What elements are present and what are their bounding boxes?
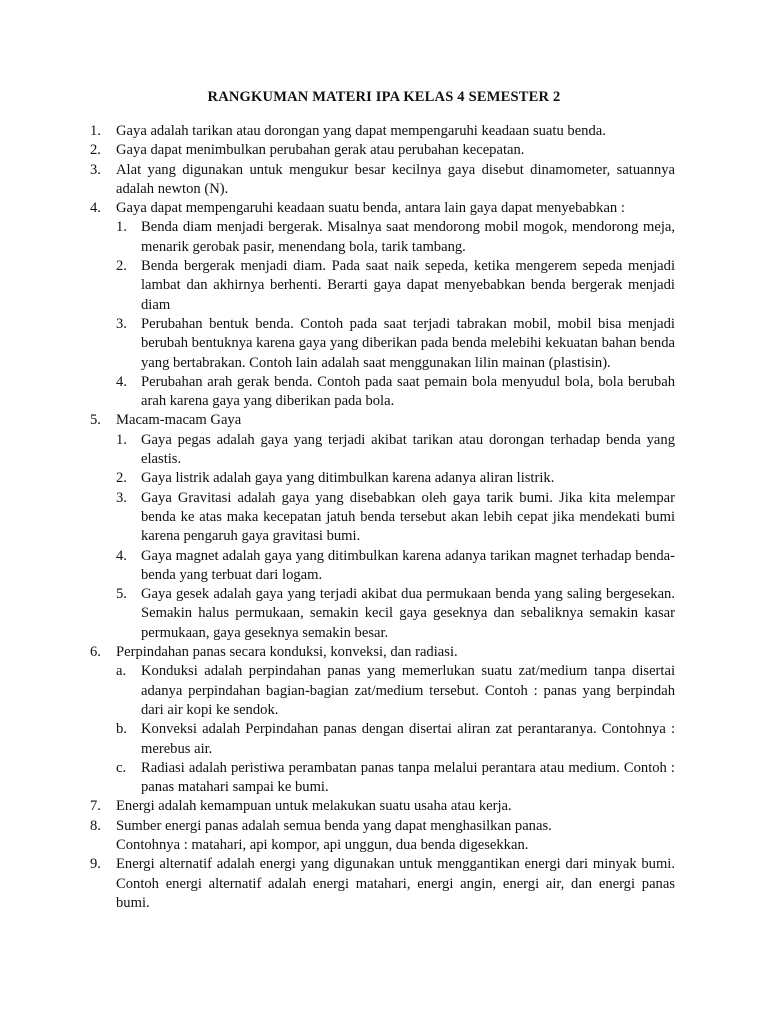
sub-item-number: 1. — [116, 431, 127, 448]
sub-item-number: 5. — [116, 586, 127, 603]
sub-item-4-2 — [116, 257, 675, 315]
summary-list — [90, 122, 675, 913]
list-item-5 — [90, 411, 675, 643]
list-item-9 — [90, 855, 675, 913]
item-number: 8. — [90, 817, 101, 834]
sub-item-6-c — [116, 759, 675, 798]
sub-item-number: c. — [116, 759, 127, 776]
item-text: Gaya dapat mempengaruhi keadaan suatu benda, antara lain gaya dapat menyebabkan : — [116, 200, 625, 217]
item-text: Gaya adalah tarikan atau dorongan yang dapat mempengaruhi keadaan suatu benda. — [116, 123, 606, 139]
sub-item-5-4 — [116, 547, 675, 586]
sub-item-text: Perubahan arah gerak benda. Contoh pada saat pemain bola menyudul bola, bola berubah arah karena gaya yang diberikan pada bola. — [141, 373, 675, 410]
sub-item-text: Benda diam menjadi bergerak. Misalnya saat mendorong mobil mogok, mendorong meja, menarik gerobak pasir, menendang bola, tarik tambang. — [141, 219, 675, 255]
sub-item-5-5 — [116, 585, 675, 643]
document-title: RANGKUMAN MATERI IPA KELAS 4 SEMESTER 2 — [207, 89, 561, 105]
item-number: 3. — [90, 161, 101, 178]
sub-item-number: 2. — [116, 258, 127, 275]
item-text: Macam-macam Gaya — [116, 412, 242, 429]
item-number: 7. — [90, 798, 101, 815]
sub-item-4-3 — [116, 315, 675, 373]
item-text: Energi alternatif adalah energi yang digunakan untuk menggantikan energi dari minyak bumi. Contoh energi alternatif adalah energi matahari, energi angin, energi air, dan energi panas bumi. — [116, 856, 675, 911]
list-item-4 — [90, 199, 675, 411]
sub-item-number: b. — [116, 721, 127, 738]
item-text: Gaya dapat menimbulkan perubahan gerak atau perubahan kecepatan. — [116, 142, 525, 159]
list-item-3 — [90, 161, 675, 200]
sub-item-text: Perubahan bentuk benda. Contoh pada saat terjadi tabrakan mobil, mobil bisa menjadi berubah bentuknya karena gaya yang diberikan pada benda melebihi kekuatan bahan benda yang bertabrakan. Contoh lain adalah saat menggunakan lilin mainan (plastisin). — [141, 315, 675, 371]
list-item-2 — [90, 141, 675, 160]
sub-item-text: Gaya pegas adalah gaya yang terjadi akibat tarikan atau dorongan terhadap benda yang elastis. — [141, 431, 675, 468]
sub-item-number: 2. — [116, 470, 127, 487]
sub-item-text: Konveksi adalah Perpindahan panas dengan disertai aliran zat perantaranya. Contohnya : merebus air. — [141, 721, 675, 757]
item-number: 9. — [90, 856, 101, 873]
list-item-1 — [90, 122, 675, 141]
sub-item-number: 4. — [116, 373, 127, 390]
sub-item-text: Gaya listrik adalah gaya yang ditimbulkan karena adanya aliran listrik. — [141, 470, 555, 487]
sub-item-number: 3. — [116, 315, 127, 332]
sub-item-number: a. — [116, 663, 127, 680]
sub-item-number: 3. — [116, 489, 127, 506]
sub-item-5-1 — [116, 431, 675, 470]
list-item-8 — [90, 817, 675, 856]
sub-item-text: Gaya Gravitasi adalah gaya yang disebabkan oleh gaya tarik bumi. Jika kita melempar benda ke atas maka kecepatan jatuh benda tersebut akan lebih cepat jika mendekati bumi karena pengaruh gaya gravitasi bumi. — [141, 489, 675, 545]
item-number: 5. — [90, 412, 101, 429]
sub-item-4-1 — [116, 218, 675, 257]
sub-item-6-b — [116, 720, 675, 759]
sub-item-5-2 — [116, 469, 675, 488]
sub-item-6-a — [116, 662, 675, 720]
list-item-7 — [90, 797, 675, 816]
sub-item-text: Gaya gesek adalah gaya yang terjadi akibat dua permukaan benda yang saling bergesekan. Semakin halus permukaan, semakin kecil gaya geseknya dan sebaliknya semakin kasar permukaan, gaya geseknya semakin besar. — [141, 586, 675, 641]
item-number: 4. — [90, 200, 101, 217]
sub-item-text: Benda bergerak menjadi diam. Pada saat naik sepeda, ketika mengerem sepeda menjadi lambat dan akhirnya berhenti. Berarti gaya dapat menyebabkan benda bergerak menjadi diam — [141, 258, 675, 313]
item-number: 6. — [90, 644, 101, 661]
item-number: 1. — [90, 123, 101, 139]
sub-item-number: 4. — [116, 547, 127, 564]
sub-item-5-3 — [116, 489, 675, 547]
sub-item-text: Radiasi adalah peristiwa perambatan panas tanpa melalui perantara atau medium. Contoh : panas matahari sampai ke bumi. — [141, 759, 675, 796]
sub-item-text: Konduksi adalah perpindahan panas yang memerlukan suatu zat/medium tanpa disertai adanya perpindahan bagian-bagian zat/medium tersebut. Contoh : panas yang berpindah dari air kopi ke sendok. — [141, 663, 675, 718]
item-example: Contohnya : matahari, api kompor, api unggun, dua benda digesekkan. — [116, 836, 529, 853]
item-text: Alat yang digunakan untuk mengukur besar kecilnya gaya disebut dinamometer, satuannya adalah newton (N). — [116, 161, 675, 197]
list-item-6 — [90, 643, 675, 797]
sub-item-text: Gaya magnet adalah gaya yang ditimbulkan karena adanya tarikan magnet terhadap benda-benda yang terbuat dari logam. — [141, 547, 675, 583]
item-number: 2. — [90, 142, 101, 159]
item-text: Sumber energi panas adalah semua benda yang dapat menghasilkan panas. — [116, 817, 552, 834]
item-text: Perpindahan panas secara konduksi, konveksi, dan radiasi. — [116, 644, 458, 661]
sub-item-number: 1. — [116, 219, 127, 236]
item-text: Energi adalah kemampuan untuk melakukan suatu usaha atau kerja. — [116, 798, 512, 815]
sub-item-4-4 — [116, 373, 675, 412]
